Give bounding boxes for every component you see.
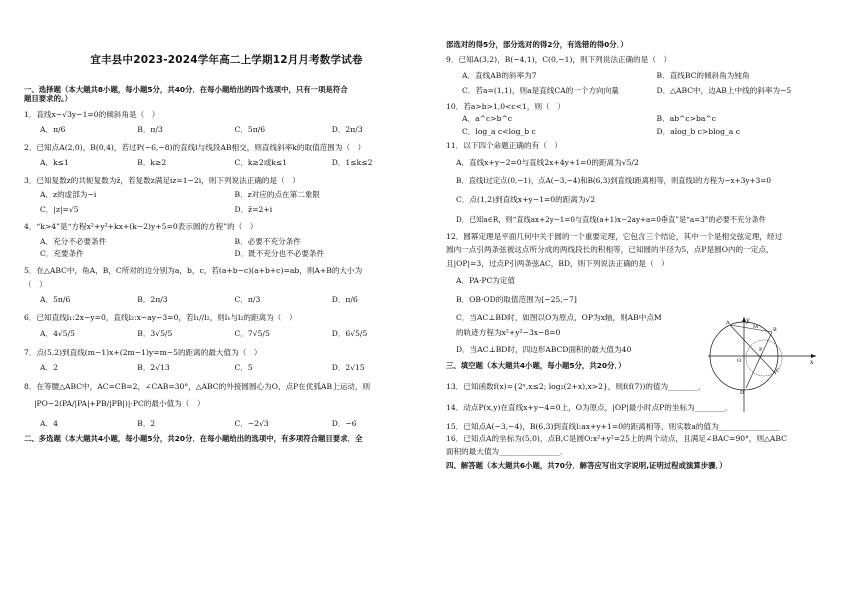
- question-12-option-d: D．当AC⊥BD时，四边形ABCD面积的最大值为40: [456, 345, 632, 355]
- label-c: C: [776, 368, 780, 374]
- section-multi-header: 二、多选题（本大题共4小题，每小题5分，共20分．在每小题给出的选项中，有多项符合题目要求．全: [24, 434, 363, 444]
- question-1-options: [24, 125, 429, 134]
- question-11: 11．以下四个命题正确的有（ ）: [446, 141, 562, 151]
- question-9-options: [446, 71, 851, 96]
- label-o: O: [737, 358, 742, 364]
- label-y: y: [746, 317, 750, 324]
- option: D．2√15: [331, 363, 365, 373]
- question-11-option-d: D．已知a∈R，则“直线ax+2y−1=0与直线(a+1)x−2ay+a=0垂直”是“a=3”的必要不充分条件: [456, 214, 766, 224]
- option: C．−2√3: [234, 418, 269, 428]
- option: A．k≤1: [40, 158, 69, 168]
- option: D．z̄=2+i: [234, 204, 273, 214]
- option: C．π/3: [234, 295, 261, 305]
- question-15: 15．已知点A(−3,−4)，B(6,3)到直线l:ax+y+1=0的距离相等，则实数a的值为________________: [446, 421, 780, 431]
- question-4-options: [24, 237, 429, 259]
- question-6-options: [24, 329, 429, 338]
- option: D．−6: [331, 418, 357, 428]
- question-3: 3．已知复数z的共轭复数为z̄，若复数z满足iz=1−2i，则下列说法正确的是（ ）: [24, 175, 300, 185]
- label-x: x: [810, 359, 814, 366]
- option: B．2π/3: [137, 295, 168, 305]
- option: B．k≥2: [137, 158, 167, 168]
- option: D．alog_b c>blog_a c: [656, 126, 740, 136]
- question-2-options: [24, 158, 429, 167]
- option: C．5π/6: [234, 125, 266, 135]
- x-axis-arrow-icon: [811, 354, 816, 358]
- question-10-options: [446, 114, 851, 136]
- option: D．2π/3: [331, 125, 363, 135]
- option: A．π/6: [40, 125, 66, 135]
- section-answer-header: 四、解答题（本大题共6小题，共70分．解答应写出文字说明,证明过程或演算步骤．）: [446, 461, 727, 471]
- question-12: 12．圆幂定理是平面几何中关于圆的一个重要定理，它包含三个结论，其中一个是相交弦定理，经过: [446, 231, 783, 241]
- option: B．2√13: [137, 363, 170, 373]
- exam-title: 宜丰县中2023-2024学年高二上学期12月月考数学试卷: [90, 54, 363, 66]
- question-8-options: [24, 419, 429, 428]
- question-12-cont: 圆内一点引两条弦被这点所分成的两线段长的积相等，已知圆的半径为5，点P是圆O内的一定点，: [446, 245, 774, 255]
- option: C．|z|=√5: [40, 204, 79, 214]
- question-10: 10．若a>b>1,0<c<1，则（ ）: [446, 101, 565, 111]
- option: B．3√5/5: [137, 329, 173, 339]
- option: B．ab^c>ba^c: [656, 114, 717, 124]
- question-16-cont: 面积的最大值为________________．: [446, 446, 568, 456]
- question-12-option-a: A．PA·PC为定值: [456, 276, 516, 286]
- right-column: [446, 0, 851, 595]
- question-9: 9．已知A(3,2)，B(−4,1)，C(0,−1)，则下列说法正确的是（ ）: [446, 55, 672, 65]
- question-11-option-c: C．点(1,2)到直线x+y−1=0的距离为√2: [456, 195, 596, 205]
- question-11-option-a: A．直线x+y−2=0与直线2x+4y+1=0的距离为√5/2: [456, 157, 639, 167]
- section-choice-header: 一、选择题（本大题共8小题，每小题5分，共40分．在每小题给出的四个选项中，只有一项是符合: [24, 85, 348, 95]
- option: A．2: [40, 363, 58, 373]
- section-multi-header-cont: 部选对的得5分，部分选对的得2分，有选错的得0分．）: [446, 40, 628, 49]
- option: A．直线AB的斜率为7: [462, 70, 537, 80]
- option: A．4: [40, 418, 58, 428]
- option: C．log_a c<log_b c: [462, 126, 536, 136]
- question-14: 14．动点P(x,y)在直线x+y−4=0上，O为原点，|OP|最小时点P的坐标为________．: [446, 403, 733, 413]
- option: C．充要条件: [40, 248, 84, 258]
- option: D．6√5/5: [331, 329, 368, 339]
- question-12-option-c: C．当AC⊥BD时，如图以O为原点，OP为x轴，则AB中点M: [456, 313, 662, 323]
- option: A．5π/6: [40, 295, 71, 305]
- option: C．7√5/5: [234, 329, 270, 339]
- question-5: 5．在△ABC中，角A，B，C所对的边分别为a，b，c，若(a+b−c)(a+b+c)=ab，则A+B的大小为: [24, 266, 363, 276]
- question-5-options: [24, 295, 429, 304]
- chord-ac: [730, 325, 776, 374]
- option: A．a^c>b^c: [462, 114, 513, 124]
- question-1: 1．直线x−√3y−1=0的倾斜角是（ ）: [24, 109, 160, 119]
- question-8-cont: |PO−2(PA/|PA|+PB/|PB|)|·PC的最小值为（ ）: [34, 399, 205, 409]
- question-5-cont: （ ）: [24, 279, 47, 289]
- label-m: M: [753, 324, 759, 330]
- question-4: 4．“k>4”是“方程x²+y²+kx+(k−2)y+5=0表示圆的方程”的（ ）: [24, 222, 258, 232]
- question-8: 8．在等腰△ABC中，AC=CB=2，∠CAB=30°，△ABC的外接圆圆心为O，点P在优弧AB上运动，则: [24, 381, 371, 391]
- option: C．k≥2或k≤1: [234, 158, 288, 168]
- circle-figure: [706, 314, 818, 414]
- option: A．z的虚部为−i: [40, 190, 97, 200]
- label-p: P: [759, 347, 763, 353]
- option: D．π/6: [331, 295, 358, 305]
- option: B．2: [137, 418, 156, 428]
- option: D．△ABC中，边AB上中线的斜率为−5: [656, 86, 792, 96]
- question-7: 7．点(5,2)到直线(m−1)x+(2m−1)y=m−5的距离的最大值为（ ）: [24, 347, 262, 357]
- option: C．若a=(1,1)，则a是直线CA的一个方向向量: [462, 86, 619, 96]
- left-column: [24, 0, 429, 595]
- question-6: 6．已知直线l₁:2x−y=0，直线l₂:x−ay−3=0，若l₁//l₂，则l₁与l₂的距离为（ ）: [24, 312, 297, 322]
- option: B．必要不充分条件: [234, 236, 301, 246]
- section-choice-header-cont: 题目要求的。）: [24, 94, 73, 104]
- label-a: A: [726, 320, 730, 326]
- question-3-options: [24, 190, 429, 214]
- option: A．充分不必要条件: [40, 236, 107, 246]
- label-d: D: [740, 390, 745, 396]
- option: B．z对应的点在第二象限: [234, 190, 321, 200]
- question-12-cont2: 且|OP|=3，过点P引两条弦AC，BD，则下列说法正确的是（ ）: [446, 258, 669, 268]
- label-b: B: [773, 327, 777, 333]
- question-2: 2．已知点A(2,0)，B(0,4)，若过P(−6,−8)的直线l与线段AB相交，则直线斜率k的取值范围为（ ）: [24, 142, 366, 152]
- question-12-option-b: B．OB·OD的取值范围为[−25,−7]: [456, 294, 577, 304]
- option: B．直线BC的倾斜角为钝角: [656, 70, 750, 80]
- option: A．4√5/5: [40, 329, 75, 339]
- question-11-option-b: B．直线l过定点(0,−1)，点A(−3,−4)和B(6,3)到直线l距离相等，则直线l的方程为−x+3y+3=0: [456, 176, 771, 186]
- question-12-option-c-cont: 的轨迹方程为x²+y²−3x−8=0: [456, 327, 561, 337]
- segment-ab: [730, 325, 772, 332]
- option: D．既不充分也不必要条件: [234, 248, 325, 258]
- question-7-options: [24, 363, 429, 372]
- option: C．5: [234, 363, 253, 373]
- option: D．1≤k≤2: [331, 158, 373, 168]
- question-16: 16．已知点A的坐标为(5,0)，点B,C是圆O:x²+y²=25上的两个动点，且满足∠BAC=90°，则△ABC: [446, 434, 787, 444]
- option: B．π/3: [137, 125, 163, 135]
- section-fill-header: 三、填空题（本大题共4小题，每小题5分，共20分．）: [446, 360, 626, 370]
- question-13: 13．已知函数f(x)={2ˣ,x≤2; log₂(2+x),x>2}，则f(f(7))的值为________．: [446, 381, 707, 391]
